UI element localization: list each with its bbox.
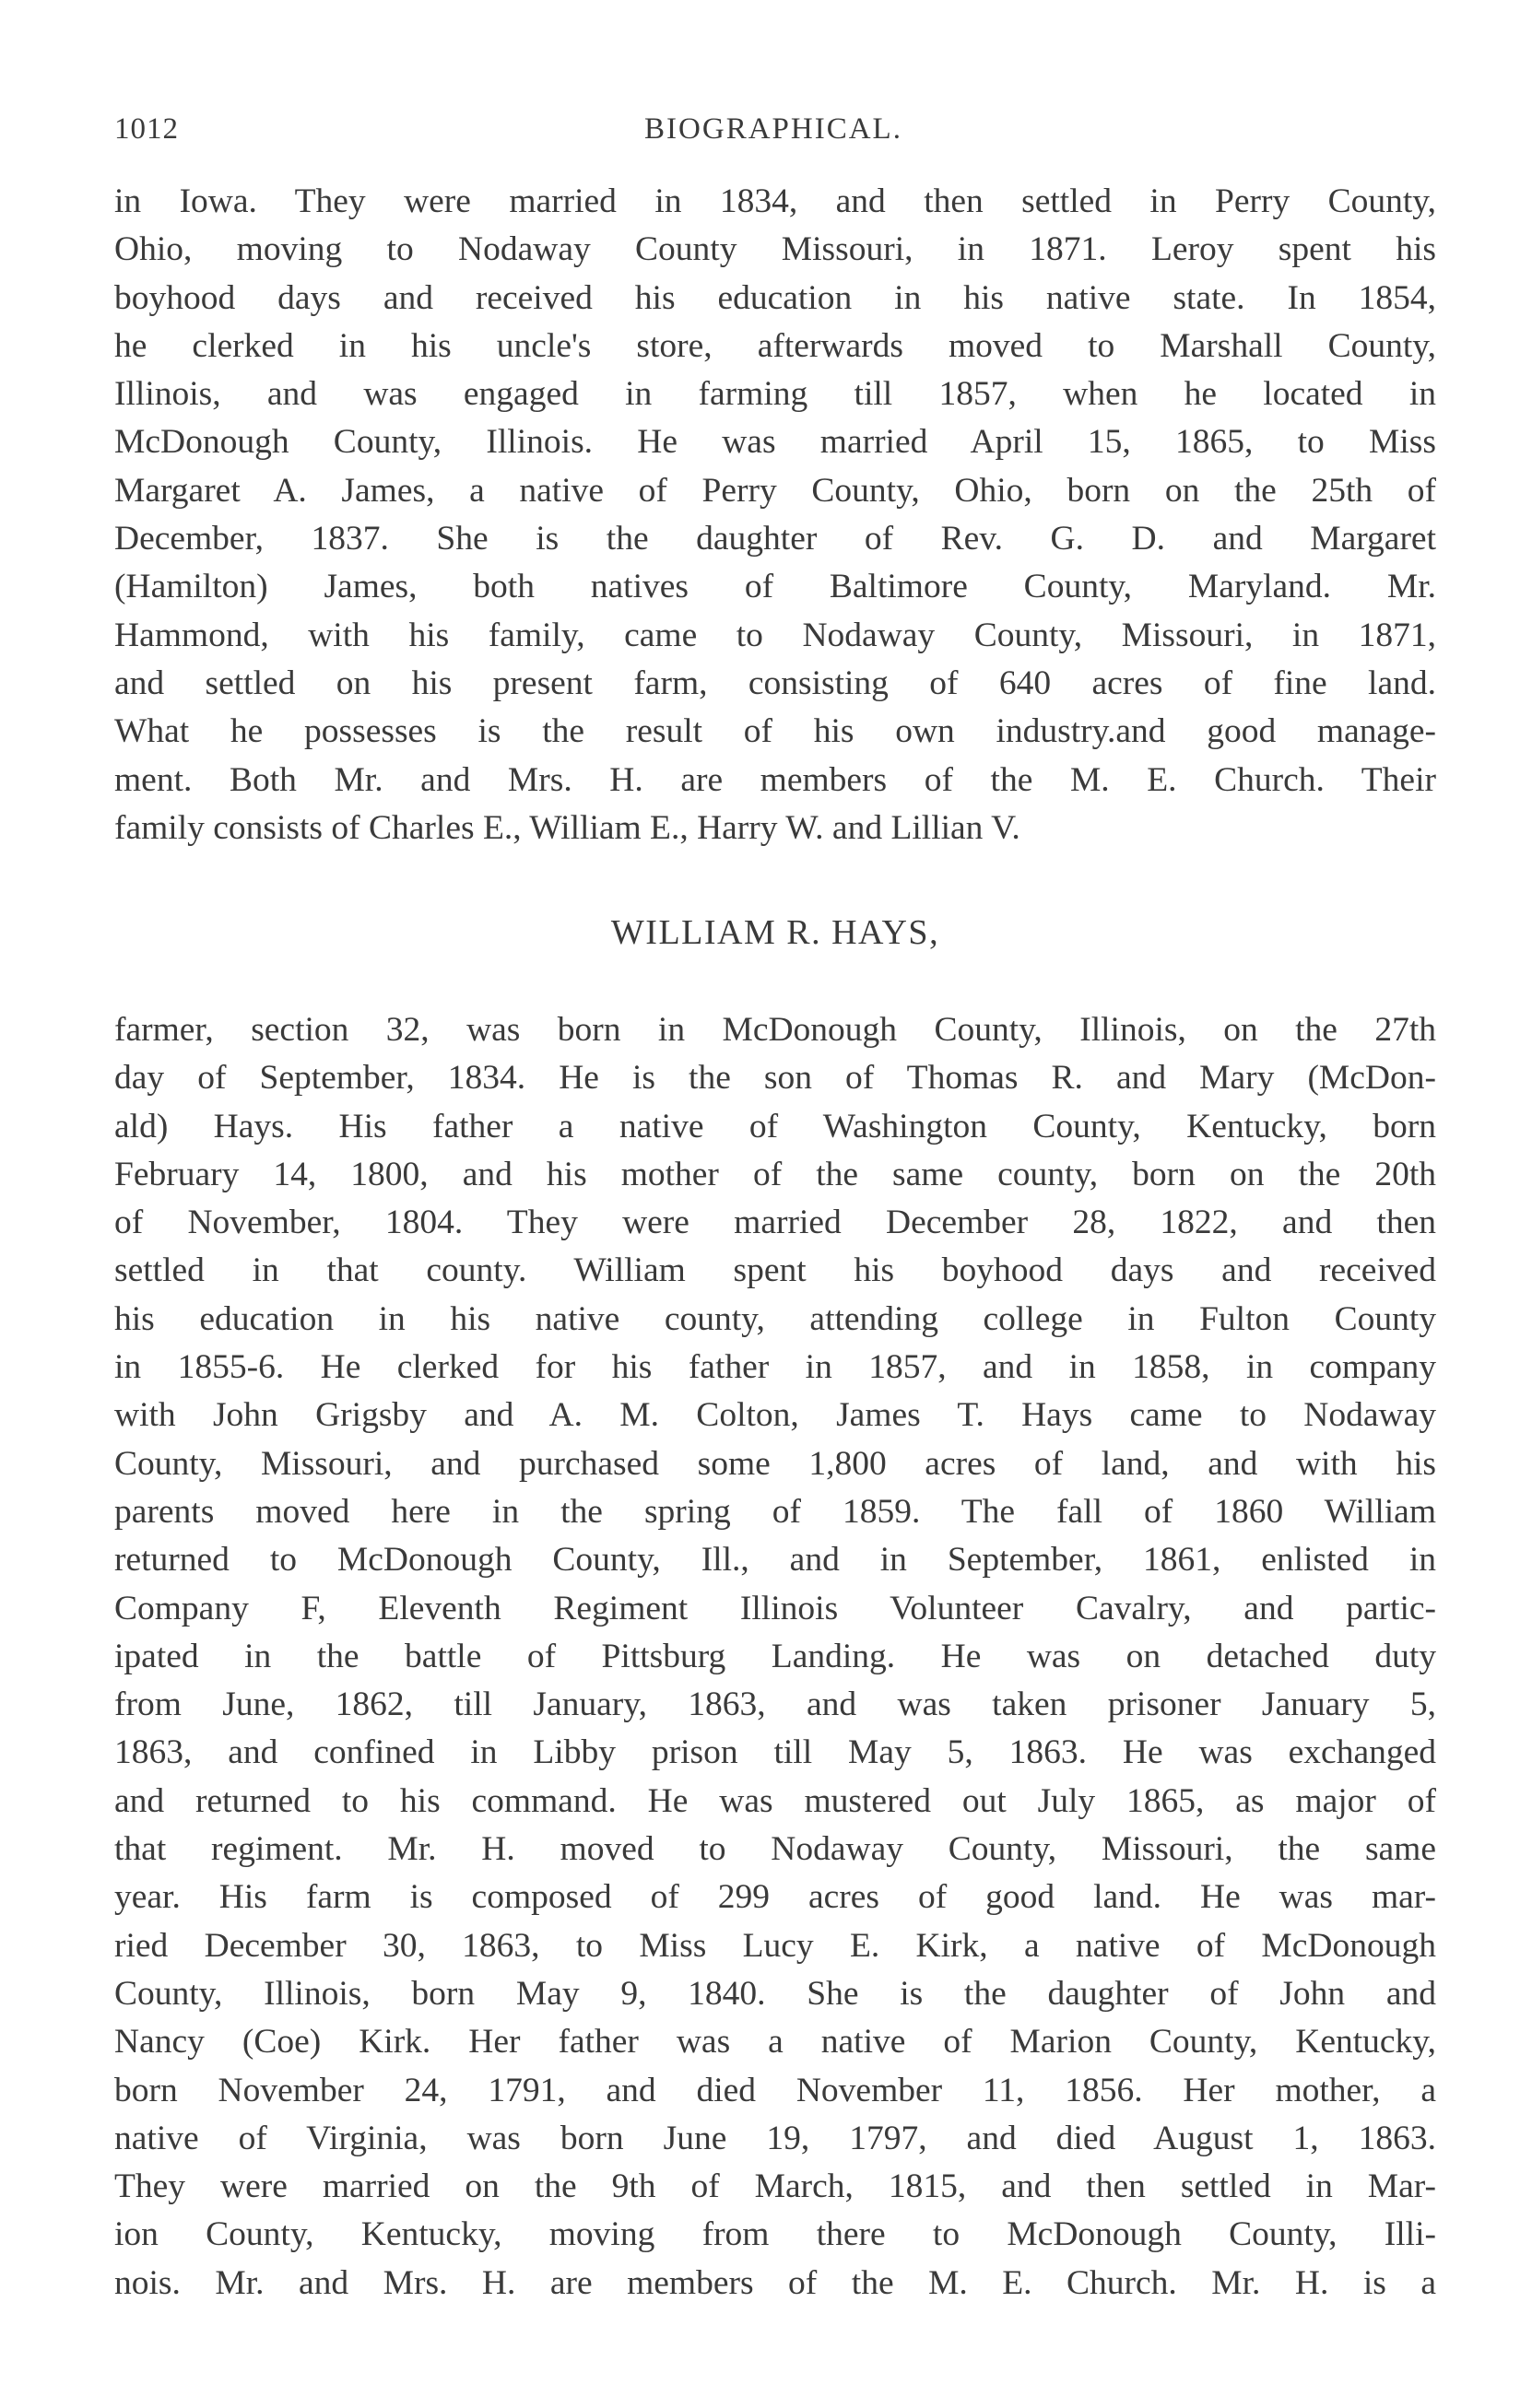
text-line: (Hamilton) James, both natives of Baltimore County, Maryland. Mr. [114, 568, 1436, 606]
text-line: with John Grigsby and A. M. Colton, James T. Hays came to Nodaway [114, 1396, 1436, 1435]
text-line: What he possesses is the result of his own industry.and good manage- [114, 712, 1436, 751]
text-line: and returned to his command. He was mustered out July 1865, as major of [114, 1781, 1436, 1820]
text-line: 1863, and confined in Libby prison till May 5, 1863. He was exchanged [114, 1733, 1436, 1772]
text-line: parents moved here in the spring of 1859. The fall of 1860 William [114, 1492, 1436, 1531]
text-line: returned to McDonough County, Ill., and in September, 1861, enlisted in [114, 1541, 1436, 1580]
intro-paragraph [114, 178, 1436, 852]
text-line: in Iowa. They were married in 1834, and then settled in Perry County, [114, 182, 1436, 220]
text-line: from June, 1862, till January, 1863, and was taken prisoner January 5, [114, 1686, 1436, 1724]
text-line: year. His farm is composed of 299 acres of good land. He was mar- [114, 1878, 1436, 1917]
text-line: County, Missouri, and purchased some 1,800 acres of land, and with his [114, 1444, 1436, 1483]
running-head: BIOGRAPHICAL. [644, 112, 902, 146]
text-line: McDonough County, Illinois. He was married April 15, 1865, to Miss [114, 423, 1436, 462]
text-line: he clerked in his uncle's store, afterwards moved to Marshall County, [114, 326, 1436, 365]
text-line: family consists of Charles E., William E., Harry W. and Lillian V. [114, 808, 1020, 847]
text-line: of November, 1804. They were married December 28, 1822, and then [114, 1204, 1436, 1242]
text-line: ment. Both Mr. and Mrs. H. are members of the M. E. Church. Their [114, 760, 1436, 799]
page-header [114, 112, 1432, 153]
text-line: ald) Hays. His father a native of Washington County, Kentucky, born [114, 1107, 1436, 1145]
text-line: day of September, 1834. He is the son of Thomas R. and Mary (McDon- [114, 1059, 1436, 1098]
text-line: Company F, Eleventh Regiment Illinois Volunteer Cavalry, and partic- [114, 1589, 1436, 1627]
text-line: that regiment. Mr. H. moved to Nodaway County, Missouri, the same [114, 1830, 1436, 1869]
text-line: settled in that county. William spent his boyhood days and received [114, 1251, 1436, 1290]
text-line: Ohio, moving to Nodaway County Missouri, in 1871. Leroy spent his [114, 230, 1436, 269]
text-line: Margaret A. James, a native of Perry County, Ohio, born on the 25th of [114, 471, 1436, 510]
text-line: born November 24, 1791, and died November 11, 1856. Her mother, a [114, 2071, 1436, 2109]
text-line: February 14, 1800, and his mother of the same county, born on the 20th [114, 1155, 1436, 1193]
text-line: ion County, Kentucky, moving from there to McDonough County, Illi- [114, 2215, 1436, 2254]
text-line: native of Virginia, was born June 19, 1797, and died August 1, 1863. [114, 2119, 1436, 2157]
section-heading: WILLIAM R. HAYS, [610, 913, 940, 952]
text-line: They were married on the 9th of March, 1815, and then settled in Mar- [114, 2167, 1436, 2206]
text-line: December, 1837. She is the daughter of Rev. G. D. and Margaret [114, 520, 1436, 558]
page-number: 1012 [114, 112, 179, 146]
text-line: ipated in the battle of Pittsburg Landing. He was on detached duty [114, 1637, 1436, 1675]
text-line: farmer, section 32, was born in McDonough County, Illinois, on the 27th [114, 1011, 1436, 1049]
text-line: his education in his native county, attending college in Fulton County [114, 1299, 1436, 1338]
biography-paragraph [114, 1006, 1436, 2308]
text-line: in 1855-6. He clerked for his father in 1857, and in 1858, in company [114, 1348, 1436, 1387]
text-line: Illinois, and was engaged in farming till 1857, when he located in [114, 375, 1436, 414]
text-line: boyhood days and received his education in his native state. In 1854, [114, 278, 1436, 317]
text-line: nois. Mr. and Mrs. H. are members of the M. E. Church. Mr. H. is a [114, 2263, 1436, 2302]
text-line: ried December 30, 1863, to Miss Lucy E. Kirk, a native of McDonough [114, 1926, 1436, 1965]
text-line: County, Illinois, born May 9, 1840. She is the daughter of John and [114, 1974, 1436, 2013]
text-line: and settled on his present farm, consisting of 640 acres of fine land. [114, 664, 1436, 702]
text-line: Hammond, with his family, came to Nodaway County, Missouri, in 1871, [114, 616, 1436, 654]
text-line: Nancy (Coe) Kirk. Her father was a native of Marion County, Kentucky, [114, 2023, 1436, 2061]
